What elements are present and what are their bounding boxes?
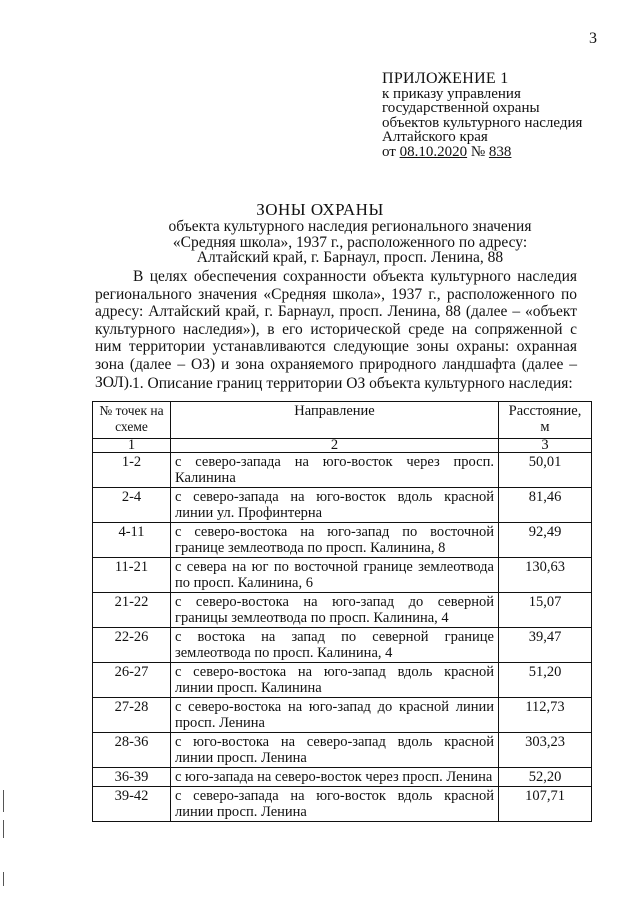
- intro-section: [95, 268, 577, 391]
- table-row: [93, 488, 592, 523]
- table-row: [93, 558, 592, 593]
- distance-cell: 51,20: [499, 663, 592, 698]
- points-cell: 22-26: [93, 628, 171, 663]
- points-cell: 2-4: [93, 488, 171, 523]
- order-number-sign: №: [470, 143, 486, 160]
- direction-cell: с северо-востока на юго-запад до северной границы землеотвода по просп. Калинина, 4: [171, 593, 499, 628]
- direction-cell: с северо-востока на юго-запад вдоль красной линии просп. Калинина: [171, 663, 499, 698]
- table-row: [93, 733, 592, 768]
- distance-cell: 112,73: [499, 698, 592, 733]
- table-header-row: [93, 402, 592, 439]
- column-number: 1: [93, 439, 171, 453]
- points-cell: 4-11: [93, 523, 171, 558]
- points-cell: 28-36: [93, 733, 171, 768]
- table-row: [93, 628, 592, 663]
- header-direction: Направление: [171, 402, 499, 439]
- appendix-line: объектов культурного наследия: [382, 114, 583, 131]
- points-cell: 21-22: [93, 593, 171, 628]
- distance-cell: 52,20: [499, 768, 592, 787]
- distance-cell: 50,01: [499, 453, 592, 488]
- distance-cell: 39,47: [499, 628, 592, 663]
- document-title: ЗОНЫ ОХРАНЫ: [256, 200, 384, 219]
- distance-cell: 107,71: [499, 787, 592, 822]
- scan-edge-mark: [3, 820, 4, 838]
- page-number: 3: [589, 30, 597, 47]
- points-cell: 39-42: [93, 787, 171, 822]
- scan-edge-mark: [3, 790, 4, 812]
- table-row: [93, 453, 592, 488]
- order-date: 08.10.2020: [399, 143, 468, 160]
- distance-cell: 303,23: [499, 733, 592, 768]
- header-points: [93, 402, 171, 439]
- appendix-line: Алтайского края: [382, 129, 488, 145]
- column-number: 2: [171, 439, 499, 453]
- distance-cell: 130,63: [499, 558, 592, 593]
- header-distance: Расстояние, м: [499, 402, 592, 439]
- subtitle-line: Алтайский край, г. Барнаул, просп. Ленина, 88: [196, 249, 504, 266]
- table-row: [93, 698, 592, 733]
- direction-cell: с северо-востока на юго-запад по восточной границе землеотвода по просп. Калинина, 8: [171, 523, 499, 558]
- direction-cell: с юго-запада на северо-восток через просп. Ленина: [171, 768, 499, 787]
- header-points-line2: схеме: [115, 419, 148, 434]
- direction-cell: с востока на запад по северной границе землеотвода по просп. Калинина, 4: [171, 628, 499, 663]
- subtitle-line: объекта культурного наследия регионального значения: [168, 218, 532, 235]
- table-row: [93, 663, 592, 698]
- table-row: [93, 593, 592, 628]
- table-row: [93, 523, 592, 558]
- points-cell: 36-39: [93, 768, 171, 787]
- points-cell: 26-27: [93, 663, 171, 698]
- header-points-line1: № точек на: [99, 403, 164, 418]
- table-row: [93, 768, 592, 787]
- table-row: [93, 787, 592, 822]
- direction-cell: с северо-запада на юго-восток через просп. Калинина: [171, 453, 499, 488]
- section-heading: 1. Описание границ территории ОЗ объекта культурного наследия:: [132, 375, 573, 392]
- direction-cell: с северо-запада на юго-восток вдоль красной линии просп. Ленина: [171, 787, 499, 822]
- direction-cell: с севера на юг по восточной границе землеотвода по просп. Калинина, 6: [171, 558, 499, 593]
- appendix-block: [382, 72, 582, 159]
- points-cell: 11-21: [93, 558, 171, 593]
- order-prefix: от: [382, 143, 396, 160]
- direction-cell: с северо-запада на юго-восток вдоль красной линии ул. Профинтерна: [171, 488, 499, 523]
- distance-cell: 92,49: [499, 523, 592, 558]
- document-heading: [0, 200, 640, 266]
- column-number-row: [93, 439, 592, 453]
- appendix-title: ПРИЛОЖЕНИЕ 1: [382, 70, 509, 87]
- order-reference: [382, 145, 582, 160]
- appendix-line: к приказу управления: [382, 85, 521, 102]
- distance-cell: 81,46: [499, 488, 592, 523]
- points-cell: 27-28: [93, 698, 171, 733]
- intro-paragraph: В целях обеспечения сохранности объекта культурного наследия регионального значения «Средняя школа», 1937 г., расположенного по адресу: Алтайский край, г. Барнаул, просп. Ленина, 88 (далее – «объект культурного наследия»), в его исторической среде на сопряженной с ним территории устанавливаются следующие зоны охраны: охранная зона (далее – ОЗ) и зона охраняемого природного ландшафта (далее – ЗОЛ).: [95, 268, 577, 391]
- points-cell: 1-2: [93, 453, 171, 488]
- column-number: 3: [499, 439, 592, 453]
- appendix-line: государственной охраны: [382, 100, 540, 116]
- boundaries-table: [92, 401, 592, 822]
- subtitle-line: «Средняя школа», 1937 г., расположенного по адресу:: [172, 233, 528, 251]
- direction-cell: с северо-востока на юго-запад до красной линии просп. Ленина: [171, 698, 499, 733]
- scan-edge-mark: [3, 872, 4, 886]
- distance-cell: 15,07: [499, 593, 592, 628]
- direction-cell: с юго-востока на северо-запад вдоль красной линии просп. Ленина: [171, 733, 499, 768]
- order-number: 838: [488, 143, 512, 160]
